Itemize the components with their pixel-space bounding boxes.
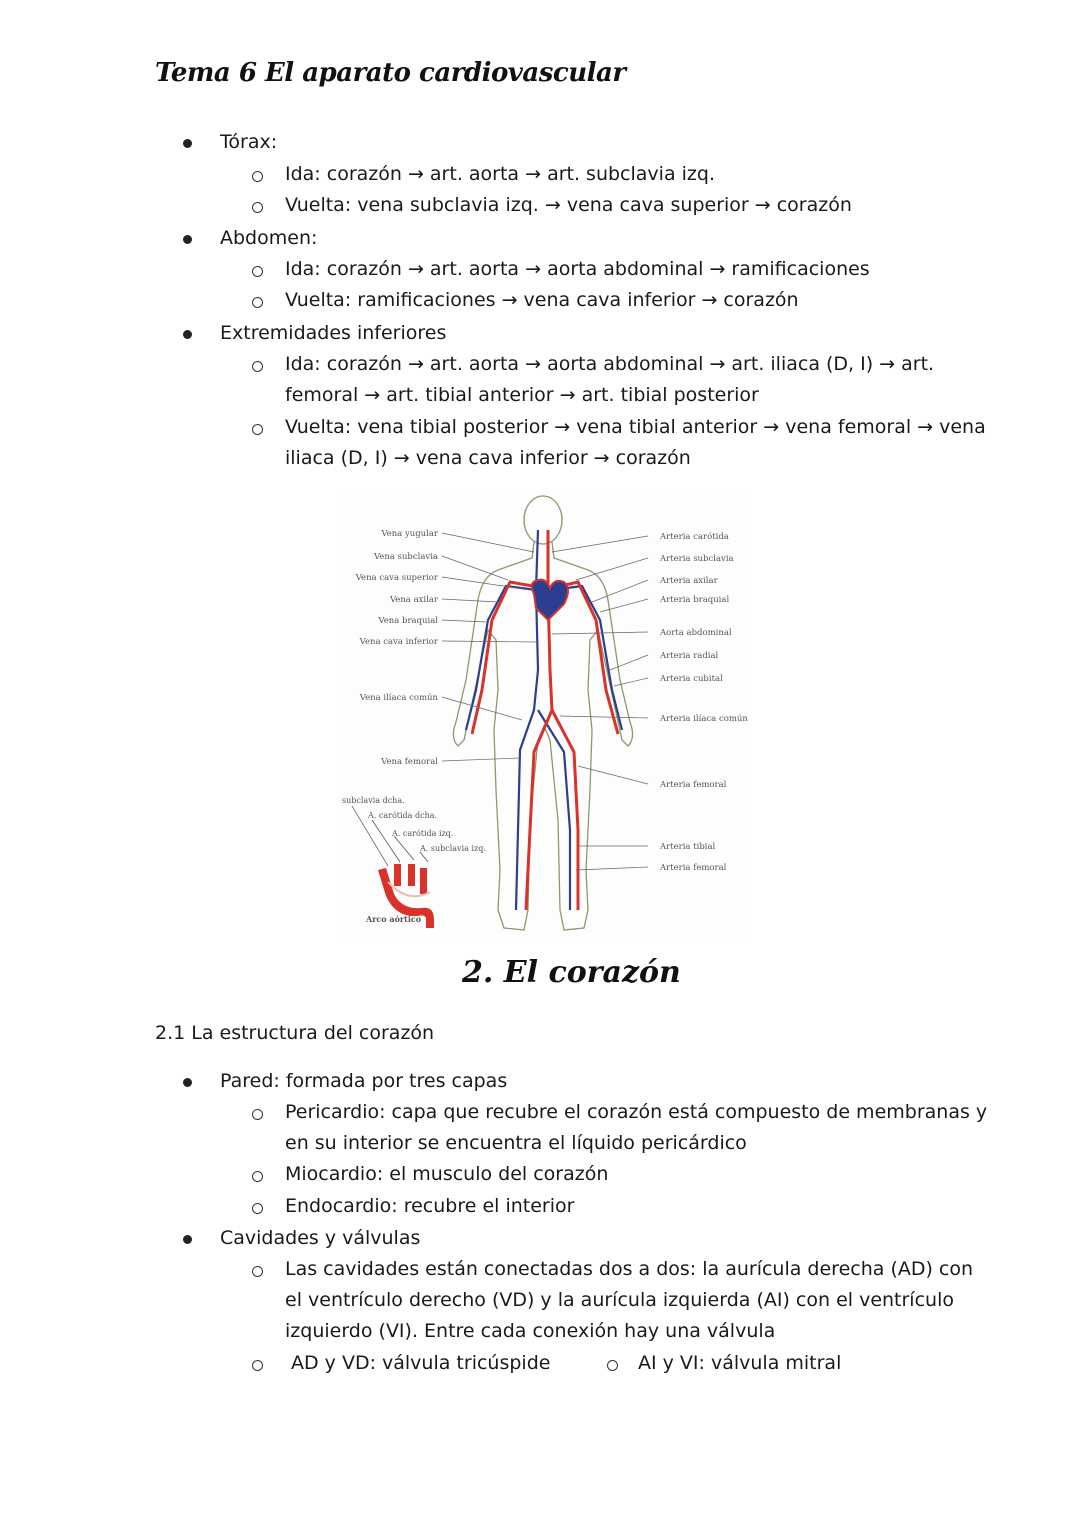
inset-label-subclavia-izq: A. subclavia izq. [420, 844, 486, 853]
circle-bullet-icon [252, 202, 263, 213]
list-subitem-continuation: el ventrículo derecho (VD) y la aurícula izquierda (AI) con el ventrículo [285, 1289, 954, 1311]
circle-bullet-icon [607, 1360, 618, 1371]
circle-bullet-icon [252, 361, 263, 372]
list-subitem: Vuelta: ramificaciones → vena cava inferior → corazón [285, 289, 799, 311]
circle-bullet-icon [252, 424, 263, 435]
body-outline [453, 496, 632, 930]
bullet-icon [183, 1078, 192, 1087]
label-vena-cava-inferior: Vena cava inferior [359, 637, 438, 647]
list-subitem-continuation: iliaca (D, I) → vena cava inferior → corazón [285, 447, 691, 469]
inset-label-carotida-izq: A. carótida izq. [392, 829, 454, 838]
label-arteria-axilar: Arteria axilar [660, 576, 718, 586]
section-title: 2. El corazón [462, 955, 681, 990]
label-vena-yugular: Vena yugular [381, 529, 438, 539]
list-item-abdomen: Abdomen: [220, 227, 318, 249]
circle-bullet-icon [252, 266, 263, 277]
label-vena-braquial: Vena braquial [378, 616, 438, 626]
list-item-cavidades: Cavidades y válvulas [220, 1227, 421, 1249]
valve-item-mitral: AI y VI: válvula mitral [638, 1352, 842, 1374]
bullet-icon [183, 330, 192, 339]
bullet-icon [183, 235, 192, 244]
list-subitem-continuation: en su interior se encuentra el líquido pericárdico [285, 1132, 747, 1154]
circle-bullet-icon [252, 297, 263, 308]
list-subitem: Vuelta: vena tibial posterior → vena tibial anterior → vena femoral → vena [285, 416, 986, 438]
list-item-pared: Pared: formada por tres capas [220, 1070, 508, 1092]
list-subitem: Miocardio: el musculo del corazón [285, 1163, 609, 1185]
valve-item-tricuspide: AD y VD: válvula tricúspide [291, 1352, 551, 1374]
label-aorta-abdominal: Aorta abdominal [660, 628, 732, 638]
label-arteria-femoral: Arteria femoral [660, 780, 727, 790]
list-subitem: Ida: corazón → art. aorta → aorta abdominal → ramificaciones [285, 258, 870, 280]
label-arteria-subclavia: Arteria subclavia [660, 554, 734, 564]
label-arteria-braquial: Arteria braquial [660, 595, 730, 605]
list-subitem-continuation: izquierdo (VI). Entre cada conexión hay una válvula [285, 1320, 776, 1342]
list-item-extremidades: Extremidades inferiores [220, 322, 447, 344]
label-arteria-radial: Arteria radial [660, 651, 719, 661]
label-arteria-tibial: Arteria tibial [660, 842, 716, 852]
label-arteria-carotida: Arteria carótida [660, 532, 729, 542]
circle-bullet-icon [252, 1360, 263, 1371]
list-subitem: Endocardio: recubre el interior [285, 1195, 575, 1217]
list-subitem: Ida: corazón → art. aorta → art. subclavia izq. [285, 163, 715, 185]
list-subitem-continuation: femoral → art. tibial anterior → art. tibial posterior [285, 384, 759, 406]
bullet-icon [183, 139, 192, 148]
aortic-arch-inset [342, 796, 486, 928]
page-title: Tema 6 El aparato cardiovascular [155, 58, 626, 88]
list-subitem: Pericardio: capa que recubre el corazón está compuesto de membranas y [285, 1101, 988, 1123]
circle-bullet-icon [252, 1109, 263, 1120]
circulatory-system-figure [338, 490, 750, 942]
label-vena-cava-superior: Vena cava superior [355, 573, 438, 583]
circle-bullet-icon [252, 1266, 263, 1277]
bullet-icon [183, 1235, 192, 1244]
list-subitem: Ida: corazón → art. aorta → aorta abdominal → art. iliaca (D, I) → art. [285, 353, 935, 375]
label-arteria-femoral-lower: Arteria femoral [660, 863, 727, 873]
list-subitem: Las cavidades están conectadas dos a dos: la aurícula derecha (AD) con [285, 1258, 974, 1280]
inset-label-subclavia-dcha: subclavia dcha. [342, 796, 405, 805]
circle-bullet-icon [252, 171, 263, 182]
inset-caption: Arco aórtico [366, 914, 422, 924]
list-subitem: Vuelta: vena subclavia izq. → vena cava superior → corazón [285, 194, 852, 216]
label-vena-femoral: Vena femoral [381, 757, 438, 767]
label-arteria-iliaca-comun: Arteria ilíaca común [660, 714, 748, 724]
label-vena-iliaca-comun: Vena ilíaca común [359, 693, 438, 703]
inset-label-carotida-dcha: A. carótida dcha. [368, 811, 438, 820]
label-vena-axilar: Vena axilar [389, 595, 438, 605]
list-item-torax: Tórax: [220, 131, 278, 153]
circle-bullet-icon [252, 1171, 263, 1182]
circle-bullet-icon [252, 1203, 263, 1214]
subsection-title: 2.1 La estructura del corazón [155, 1022, 435, 1044]
label-arteria-cubital: Arteria cubital [660, 674, 723, 684]
label-vena-subclavia: Vena subclavia [373, 552, 438, 562]
